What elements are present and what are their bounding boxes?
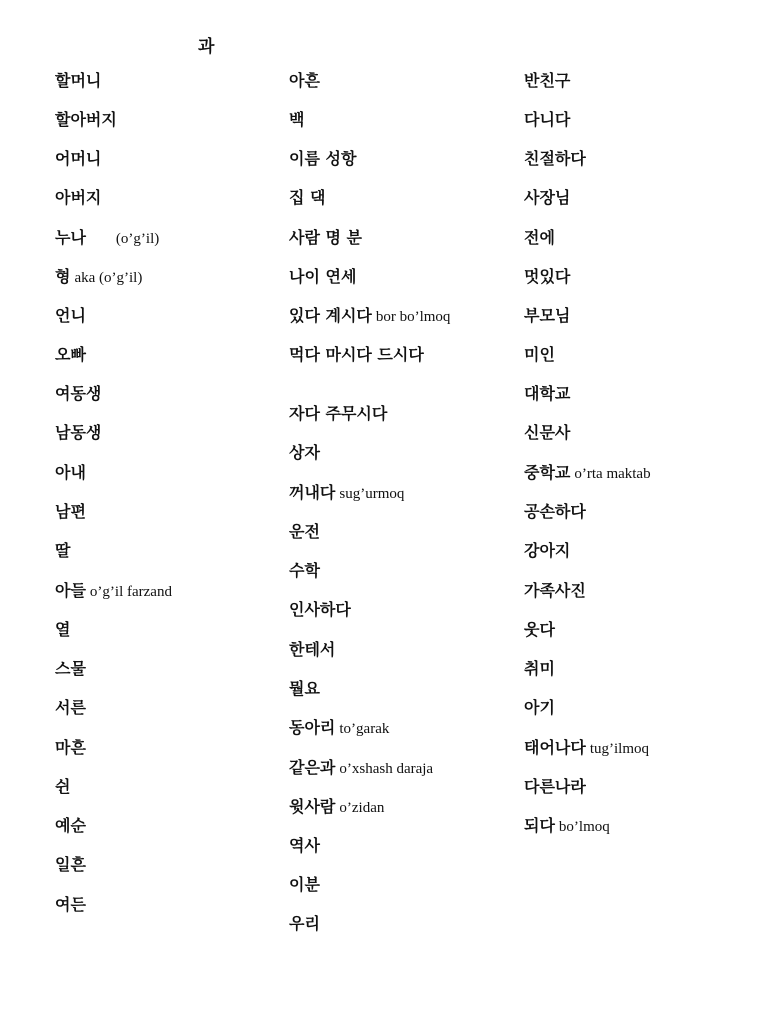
korean-word: 취미 [524, 659, 555, 678]
vocab-entry [524, 70, 570, 92]
vocab-entry [524, 383, 570, 405]
korean-word: 전에 [524, 228, 555, 247]
korean-word: 자다 주무시다 [289, 404, 388, 423]
korean-word: 한테서 [289, 640, 336, 659]
korean-word: 이름 성항 [289, 149, 357, 168]
korean-word: 누나 [55, 228, 86, 247]
korean-word: 일흔 [55, 855, 86, 874]
korean-word: 집 댁 [289, 188, 326, 207]
korean-word: 멋있다 [524, 267, 571, 286]
vocab-entry [55, 540, 70, 562]
vocab-entry [289, 482, 404, 504]
korean-word: 상자 [289, 443, 320, 462]
korean-word: 친절하다 [524, 149, 586, 168]
korean-word: 형 [55, 267, 71, 286]
korean-word: 아내 [55, 463, 86, 482]
vocab-entry [55, 266, 142, 288]
korean-word: 여동생 [55, 384, 102, 403]
vocab-entry [289, 227, 362, 249]
korean-word: 신문사 [524, 423, 571, 442]
vocab-entry [524, 776, 586, 798]
vocab-entry [524, 187, 570, 209]
vocab-entry [524, 422, 570, 444]
vocab-entry [289, 599, 351, 621]
korean-word: 웃다 [524, 620, 555, 639]
korean-word: 뭘요 [289, 679, 320, 698]
vocab-entry [524, 658, 555, 680]
korean-word: 가족사진 [524, 581, 586, 600]
korean-word: 스물 [55, 659, 86, 678]
vocab-entry [524, 266, 570, 288]
korean-word: 대학교 [524, 384, 571, 403]
uzbek-translation: aka (o’g’il) [74, 270, 143, 286]
vocab-entry [524, 109, 570, 131]
vocab-entry [55, 383, 101, 405]
korean-word: 아기 [524, 698, 555, 717]
korean-word: 할머니 [55, 71, 102, 90]
vocab-entry [55, 815, 86, 837]
vocab-entry [524, 305, 570, 327]
vocab-entry [289, 678, 320, 700]
uzbek-translation: o’rta maktab [574, 466, 651, 482]
vocab-entry [55, 658, 86, 680]
vocab-entry [55, 697, 86, 719]
vocab-entry [55, 148, 101, 170]
vocab-entry [289, 717, 389, 739]
vocab-entry [289, 639, 335, 661]
korean-word: 백 [289, 110, 305, 129]
korean-word: 다니다 [524, 110, 571, 129]
korean-word: 윗사람 [289, 797, 336, 816]
uzbek-translation: bo’lmoq [558, 819, 610, 835]
vocab-entry [289, 266, 356, 288]
korean-word: 중학교 [524, 463, 571, 482]
korean-word: 부모님 [524, 306, 571, 325]
uzbek-translation: o’xshash daraja [339, 761, 434, 777]
vocab-entry [55, 580, 172, 602]
korean-word: 남편 [55, 502, 86, 521]
korean-word: 마흔 [55, 738, 86, 757]
korean-word: 꺼내다 [289, 483, 336, 502]
vocab-entry [289, 796, 384, 818]
vocab-entry [289, 187, 325, 209]
vocab-entry [524, 540, 570, 562]
korean-word: 같은과 [289, 758, 336, 777]
korean-word: 아버지 [55, 188, 102, 207]
vocab-entry [55, 422, 101, 444]
korean-word: 다른나라 [524, 777, 586, 796]
page-title: 과 [198, 37, 215, 57]
uzbek-translation: o’g’il farzand [89, 584, 172, 600]
vocab-entry [524, 462, 651, 484]
vocab-entry [55, 854, 86, 876]
korean-word: 쉰 [55, 777, 71, 796]
korean-word: 할아버지 [55, 110, 117, 129]
korean-word: 남동생 [55, 423, 102, 442]
korean-word: 있다 계시다 [289, 306, 372, 325]
vocab-entry [289, 757, 433, 779]
korean-word: 사람 명 분 [289, 228, 362, 247]
vocab-entry [55, 344, 86, 366]
vocab-entry [524, 344, 555, 366]
korean-word: 아흔 [289, 71, 320, 90]
korean-word: 수학 [289, 561, 320, 580]
korean-word: 어머니 [55, 149, 102, 168]
vocab-entry [524, 815, 610, 837]
korean-word: 서른 [55, 698, 86, 717]
vocab-entry [524, 227, 555, 249]
korean-word: 오빠 [55, 345, 86, 364]
korean-word: 언니 [55, 306, 86, 325]
korean-word: 강아지 [524, 541, 571, 560]
uzbek-translation: (o’g’il) [115, 231, 160, 247]
korean-word: 반친구 [524, 71, 571, 90]
vocab-entry [55, 70, 101, 92]
korean-word: 먹다 마시다 드시다 [289, 345, 424, 364]
vocab-entry [55, 501, 86, 523]
vocab-entry [55, 894, 86, 916]
uzbek-translation: to’garak [339, 721, 390, 737]
korean-word: 아들 [55, 581, 86, 600]
korean-word: 이분 [289, 875, 320, 894]
korean-word: 공손하다 [524, 502, 586, 521]
korean-word: 예순 [55, 816, 86, 835]
vocab-entry [289, 835, 320, 857]
korean-word: 되다 [524, 816, 555, 835]
vocab-entry [524, 501, 586, 523]
vocab-entry [289, 344, 424, 366]
vocab-entry [55, 227, 159, 249]
korean-word: 사장님 [524, 188, 571, 207]
korean-word: 나이 연세 [289, 267, 357, 286]
uzbek-translation: sug’urmoq [339, 486, 405, 502]
vocab-entry [55, 305, 86, 327]
vocab-entry [289, 874, 320, 896]
korean-word: 동아리 [289, 718, 336, 737]
korean-word: 딸 [55, 541, 71, 560]
vocab-entry [55, 776, 70, 798]
korean-word: 운전 [289, 522, 320, 541]
uzbek-translation: o’zidan [339, 800, 385, 816]
vocab-entry [55, 462, 86, 484]
vocab-entry [289, 442, 320, 464]
vocab-entry [55, 187, 101, 209]
vocab-entry [524, 619, 555, 641]
korean-word: 여든 [55, 895, 86, 914]
vocab-entry [289, 403, 387, 425]
korean-word: 우리 [289, 914, 320, 933]
vocab-entry [524, 737, 649, 759]
vocab-entry [55, 109, 117, 131]
vocab-entry [524, 697, 555, 719]
vocab-entry [289, 148, 356, 170]
vocab-entry [289, 305, 450, 327]
vocab-entry [289, 560, 320, 582]
uzbek-translation: bor bo’lmoq [375, 309, 451, 325]
vocab-entry [289, 913, 320, 935]
uzbek-translation: tug’ilmoq [589, 741, 649, 757]
vocab-entry [289, 521, 320, 543]
vocab-entry [289, 109, 304, 131]
vocab-entry [55, 737, 86, 759]
vocab-entry [55, 619, 70, 641]
korean-word: 열 [55, 620, 71, 639]
korean-word: 미인 [524, 345, 555, 364]
vocab-entry [524, 580, 586, 602]
korean-word: 역사 [289, 836, 320, 855]
korean-word: 인사하다 [289, 600, 351, 619]
vocab-entry [289, 70, 320, 92]
vocab-entry [524, 148, 586, 170]
korean-word: 태어나다 [524, 738, 586, 757]
